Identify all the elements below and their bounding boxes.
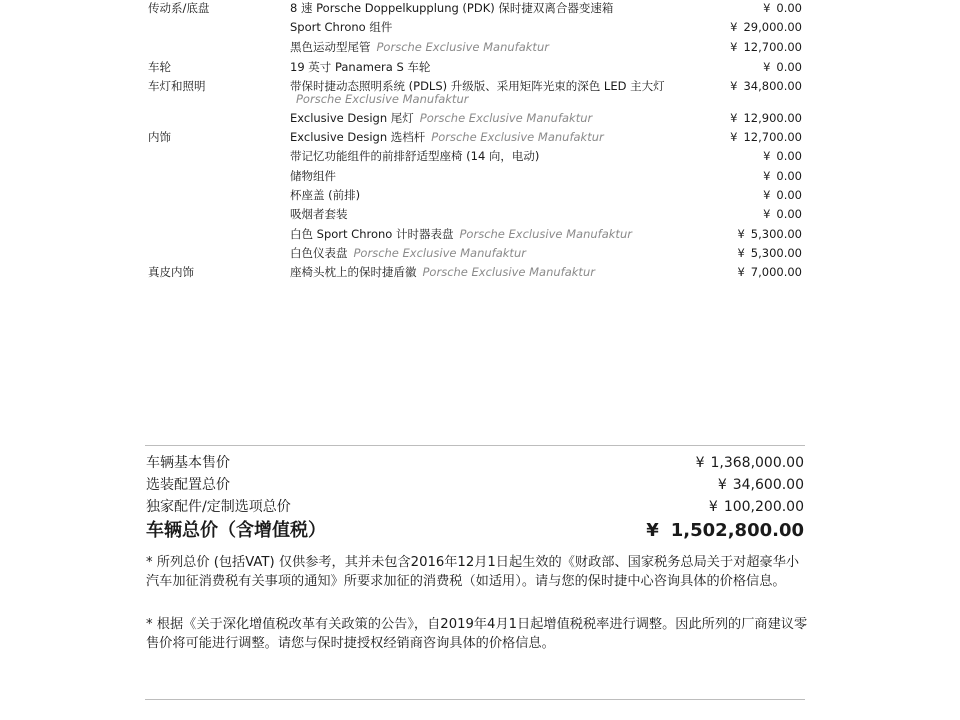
- currency-symbol: ¥: [763, 1, 771, 15]
- price-value: 0.00: [776, 1, 802, 15]
- price-value: 1,502,800.00: [670, 520, 804, 541]
- footnote-consumption-tax: * 所列总价 (包括VAT) 仅供参考，其并未包含2016年12月1日起生效的《财政部、国家税务总局关于对超豪华小汽车加征消费税有关事项的通知》所要求加征的消费税（如适用）。请与您的保时捷中心咨询具体的价格信息。: [146, 555, 800, 589]
- option-name: 19 英寸 Panamera S 车轮: [290, 60, 431, 74]
- option-name: Exclusive Design 选档杆: [290, 130, 426, 144]
- option-price: [730, 21, 802, 34]
- option-price: [730, 80, 802, 93]
- price-value: 5,300.00: [750, 246, 802, 260]
- price-value: 1,368,000.00: [710, 455, 804, 471]
- option-tag: Porsche Exclusive Manufaktur: [459, 227, 632, 241]
- currency-symbol: ¥: [763, 60, 771, 74]
- currency-symbol: ¥: [730, 130, 738, 144]
- option-name: 吸烟者套装: [290, 207, 348, 221]
- option-tag: Porsche Exclusive Manufaktur: [431, 130, 604, 144]
- price-value: 12,700.00: [743, 40, 802, 54]
- option-name: Sport Chrono 组件: [290, 20, 393, 34]
- option-name: 白色 Sport Chrono 计时器表盘: [290, 227, 454, 241]
- option-tag: Porsche Exclusive Manufaktur: [376, 40, 549, 54]
- price-value: 0.00: [776, 188, 802, 202]
- option-category: 真皮内饰: [148, 265, 194, 279]
- option-category: 车轮: [148, 60, 171, 74]
- option-price: [737, 266, 802, 279]
- option-tag: Porsche Exclusive Manufaktur: [353, 246, 526, 260]
- price-value: 29,000.00: [743, 20, 802, 34]
- currency-symbol: ¥: [737, 227, 745, 241]
- currency-symbol: ¥: [763, 149, 771, 163]
- price-value: 0.00: [776, 60, 802, 74]
- option-tag: Porsche Exclusive Manufaktur: [422, 265, 595, 279]
- currency-symbol: ¥: [737, 265, 745, 279]
- footnote-vat-reform: * 根据《关于深化增值税改革有关政策的公告》，自2019年4月1日起增值税税率进行调整。因此所列的厂商建议零售价将可能进行调整。请您与保时捷授权经销商咨询具体的价格信息。: [146, 617, 808, 651]
- price-value: 12,700.00: [743, 130, 802, 144]
- summary-label: 独家配件/定制选项总价: [146, 499, 291, 515]
- currency-symbol: ¥: [730, 20, 738, 34]
- currency-symbol: ¥: [717, 477, 727, 493]
- currency-symbol: ¥: [646, 520, 659, 541]
- currency-symbol: ¥: [708, 499, 718, 515]
- currency-symbol: ¥: [730, 111, 738, 125]
- summary-label: 车辆基本售价: [146, 455, 230, 471]
- option-price: [730, 112, 802, 125]
- price-value: 100,200.00: [723, 499, 804, 515]
- option-name: 8 速 Porsche Doppelkupplung (PDK) 保时捷双离合器变速箱: [290, 1, 614, 15]
- price-value: 5,300.00: [750, 227, 802, 241]
- option-price: [763, 189, 802, 202]
- option-name: 座椅头枕上的保时捷盾徽: [290, 265, 417, 279]
- option-price: [737, 247, 802, 260]
- option-price: [763, 61, 802, 74]
- option-name: 储物组件: [290, 169, 336, 183]
- option-price: [763, 170, 802, 183]
- option-name: 带记忆功能组件的前排舒适型座椅 (14 向，电动): [290, 149, 540, 163]
- summary-divider: [145, 445, 805, 446]
- option-price: [763, 208, 802, 221]
- grand-total-price: [646, 520, 804, 542]
- option-price: [763, 150, 802, 163]
- summary-price: [709, 498, 804, 516]
- currency-symbol: ¥: [763, 207, 771, 221]
- currency-symbol: ¥: [730, 40, 738, 54]
- price-value: 12,900.00: [743, 111, 802, 125]
- option-name: 黑色运动型尾管: [290, 40, 371, 54]
- option-price: [763, 2, 802, 15]
- option-price: [737, 228, 802, 241]
- footer-divider: [145, 699, 805, 700]
- currency-symbol: ¥: [763, 169, 771, 183]
- price-value: 34,800.00: [743, 79, 802, 93]
- summary-label: 选装配置总价: [146, 477, 230, 493]
- summary-price: [718, 476, 804, 494]
- option-category: 车灯和照明: [148, 79, 206, 93]
- option-category: 内饰: [148, 130, 171, 144]
- currency-symbol: ¥: [763, 188, 771, 202]
- option-tag: Porsche Exclusive Manufaktur: [419, 111, 593, 125]
- currency-symbol: ¥: [730, 79, 738, 93]
- currency-symbol: ¥: [737, 246, 745, 260]
- option-price: [730, 41, 802, 54]
- option-tag: Porsche Exclusive Manufaktur: [296, 92, 469, 106]
- price-value: 0.00: [776, 149, 802, 163]
- price-value: 0.00: [776, 207, 802, 221]
- currency-symbol: ¥: [695, 455, 705, 471]
- option-name: 带保时捷动态照明系统 (PDLS) 升级版、采用矩阵光束的深色 LED 主大灯: [290, 79, 665, 93]
- option-name: 白色仪表盘: [290, 246, 348, 260]
- price-value: 0.00: [776, 169, 802, 183]
- grand-total-label: 车辆总价（含增值税）: [146, 520, 326, 541]
- summary-price: [696, 454, 804, 472]
- option-name: 杯座盖 (前排): [290, 188, 361, 202]
- option-price: [730, 131, 802, 144]
- option-name: Exclusive Design 尾灯: [290, 111, 414, 125]
- price-value: 34,600.00: [732, 477, 804, 493]
- option-category: 传动系/底盘: [148, 1, 210, 15]
- price-value: 7,000.00: [750, 265, 802, 279]
